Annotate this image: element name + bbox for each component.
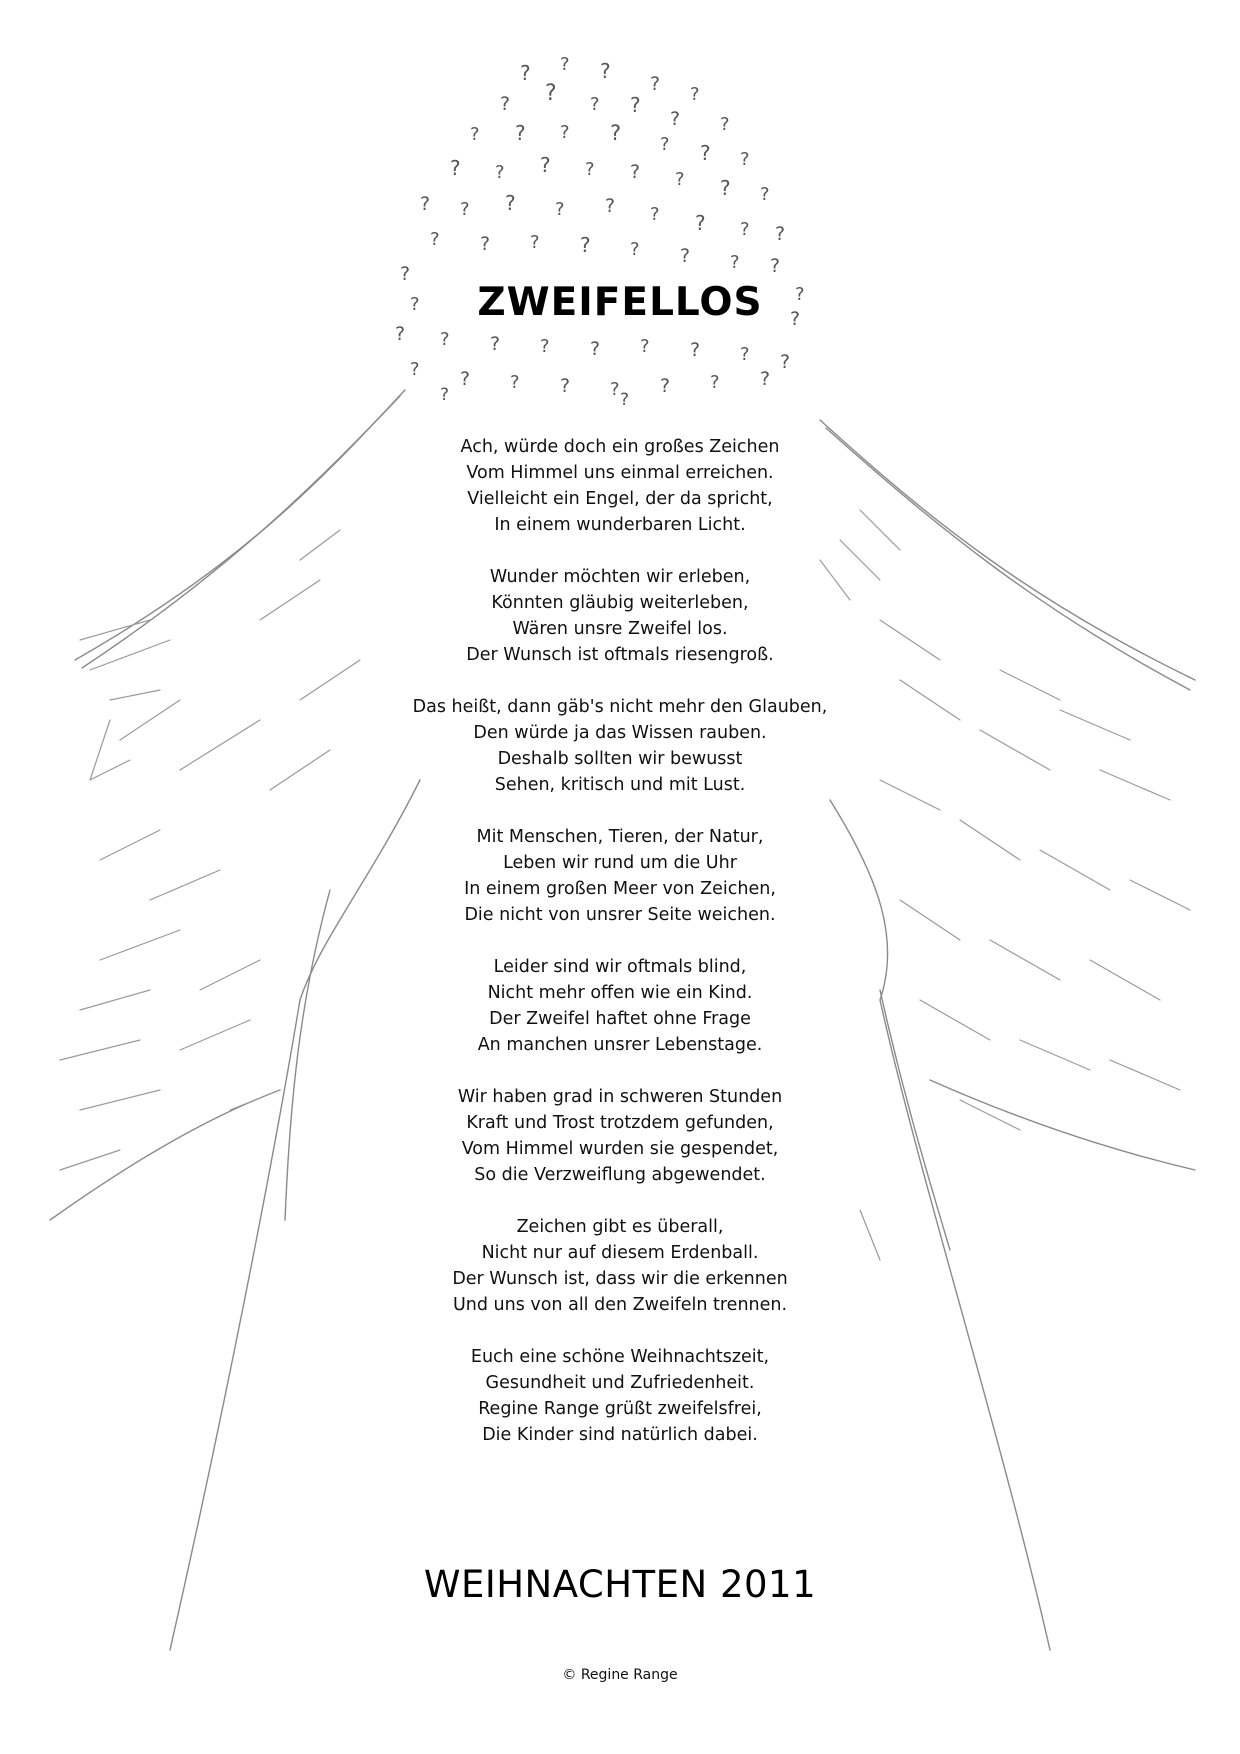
stanza (370, 1214, 870, 1318)
svg-text:?: ? (660, 375, 671, 397)
poem-line: Vom Himmel uns einmal erreichen. (466, 463, 774, 483)
poem-line: Kraft und Trost trotzdem gefunden, (466, 1113, 774, 1133)
svg-text:?: ? (605, 195, 616, 217)
poem-line: An manchen unsrer Lebenstage. (477, 1035, 763, 1055)
poem-line: Gesundheit und Zufriedenheit. (485, 1373, 755, 1393)
poem-line: Deshalb sollten wir bewusst (497, 749, 743, 769)
svg-text:?: ? (670, 108, 681, 130)
svg-text:?: ? (610, 379, 620, 400)
svg-text:?: ? (740, 149, 750, 170)
poem-line: Zeichen gibt es überall, (516, 1217, 724, 1237)
poem-line: Wären unsre Zweifel los. (512, 619, 728, 639)
robe-right-inner (880, 990, 950, 1250)
stanza (370, 564, 870, 668)
svg-text:?: ? (630, 239, 640, 260)
svg-text:?: ? (460, 199, 470, 220)
svg-text:?: ? (515, 121, 526, 145)
svg-text:?: ? (560, 122, 570, 143)
poem-line: Regine Range grüßt zweifelsfrei, (478, 1399, 762, 1419)
poem-line: Sehen, kritisch und mit Lust. (494, 775, 746, 795)
poem-line: In einem wunderbaren Licht. (494, 515, 746, 535)
stanza (370, 954, 870, 1058)
svg-text:?: ? (520, 61, 531, 85)
stanza (370, 694, 870, 798)
svg-text:?: ? (720, 176, 731, 200)
footer-heading: WEIHNACHTEN 2011 (423, 1563, 817, 1606)
poem-line: Ach, würde doch ein großes Zeichen (460, 437, 780, 457)
poem-line: Leider sind wir oftmals blind, (493, 957, 747, 977)
svg-text:?: ? (610, 121, 622, 145)
poem-line: Den würde ja das Wissen rauben. (473, 723, 767, 743)
svg-text:?: ? (710, 372, 720, 393)
left-wing-outline (75, 390, 405, 660)
svg-text:?: ? (490, 333, 501, 355)
svg-text:?: ? (660, 134, 670, 155)
right-hem (930, 1080, 1195, 1170)
poem-line: Wir haben grad in schweren Stunden (457, 1087, 783, 1107)
svg-text:?: ? (600, 59, 611, 83)
svg-text:?: ? (400, 263, 411, 285)
poem-line: Euch eine schöne Weihnachtszeit, (470, 1347, 770, 1367)
poem-line: Mit Menschen, Tieren, der Natur, (476, 827, 764, 847)
svg-text:?: ? (560, 54, 570, 75)
robe-left-inner (285, 890, 330, 1220)
left-hem (50, 1090, 280, 1220)
svg-text:?: ? (740, 344, 750, 365)
svg-text:?: ? (410, 294, 420, 315)
svg-text:?: ? (620, 390, 630, 410)
svg-text:?: ? (590, 94, 600, 115)
svg-text:?: ? (450, 156, 461, 180)
svg-text:?: ? (540, 153, 551, 177)
svg-text:?: ? (580, 233, 591, 257)
svg-text:?: ? (590, 338, 601, 360)
poem-line: Vielleicht ein Engel, der da spricht, (467, 489, 773, 509)
svg-text:?: ? (420, 193, 431, 215)
poem-line: Wunder möchten wir erleben, (489, 567, 751, 587)
svg-text:?: ? (630, 93, 641, 117)
poem-line: Die Kinder sind natürlich dabei. (482, 1425, 758, 1445)
poem-line: Vom Himmel wurden sie gespendet, (461, 1139, 779, 1159)
svg-text:?: ? (795, 284, 805, 305)
stanza (370, 1344, 870, 1448)
svg-text:?: ? (460, 368, 471, 390)
svg-text:?: ? (695, 211, 706, 235)
svg-text:?: ? (440, 329, 450, 350)
svg-text:?: ? (395, 323, 406, 345)
poem-line: Der Zweifel haftet ohne Frage (489, 1009, 751, 1029)
poem-line: Das heißt, dann gäb's nicht mehr den Glauben, (412, 697, 828, 717)
poem-line: In einem großen Meer von Zeichen, (464, 879, 776, 899)
svg-text:?: ? (530, 232, 540, 253)
right-wing-outline (820, 420, 1195, 680)
poem-line: Leben wir rund um die Uhr (503, 853, 737, 873)
right-wing-feathers (820, 510, 1190, 1260)
svg-text:?: ? (760, 184, 770, 205)
svg-text:?: ? (700, 141, 711, 165)
svg-text:?: ? (540, 336, 550, 357)
question-mark-hair (395, 54, 805, 410)
svg-text:?: ? (630, 161, 641, 183)
svg-text:?: ? (730, 252, 740, 273)
poem-line: So die Verzweiflung abgewendet. (474, 1165, 766, 1185)
svg-text:?: ? (790, 308, 801, 330)
svg-text:?: ? (780, 351, 791, 373)
svg-text:?: ? (500, 93, 511, 115)
poem-line: Könnten gläubig weiterleben, (491, 593, 749, 613)
svg-text:?: ? (480, 233, 491, 255)
left-wing-feathers (60, 530, 360, 1170)
svg-text:?: ? (555, 199, 565, 220)
svg-text:?: ? (410, 359, 420, 380)
stanza (370, 434, 870, 538)
poem-line: Die nicht von unsrer Seite weichen. (464, 905, 776, 925)
poem-line: Nicht mehr offen wie ein Kind. (487, 983, 753, 1003)
stanza (370, 1084, 870, 1188)
svg-text:?: ? (675, 169, 685, 190)
svg-text:?: ? (650, 73, 661, 95)
svg-text:?: ? (680, 245, 691, 267)
svg-text:?: ? (690, 339, 701, 361)
svg-text:?: ? (505, 191, 516, 215)
stanza (370, 824, 870, 928)
svg-text:?: ? (775, 223, 786, 245)
poem-line: Und uns von all den Zweifeln trennen. (452, 1295, 788, 1315)
svg-text:?: ? (720, 114, 730, 135)
poem-body (370, 434, 870, 1474)
svg-text:?: ? (510, 372, 520, 393)
right-wing-outline-2 (826, 428, 1190, 690)
svg-text:?: ? (470, 124, 480, 145)
svg-text:?: ? (495, 162, 505, 183)
svg-text:?: ? (740, 219, 750, 240)
poem-line: Nicht nur auf diesem Erdenball. (481, 1243, 759, 1263)
svg-text:?: ? (585, 159, 595, 180)
poem-line: Der Wunsch ist oftmals riesengroß. (466, 645, 774, 665)
svg-text:?: ? (760, 368, 771, 390)
poem-line: Der Wunsch ist, dass wir die erkennen (452, 1269, 788, 1289)
svg-text:?: ? (770, 255, 781, 277)
copyright-notice: © Regine Range (562, 1667, 678, 1683)
svg-text:?: ? (690, 84, 700, 105)
svg-text:?: ? (560, 375, 571, 397)
poem-title: ZWEIFELLOS (477, 280, 763, 325)
svg-text:?: ? (440, 385, 450, 405)
svg-text:?: ? (545, 81, 557, 106)
svg-text:?: ? (430, 229, 440, 250)
svg-text:?: ? (650, 204, 660, 225)
svg-text:?: ? (640, 336, 650, 357)
